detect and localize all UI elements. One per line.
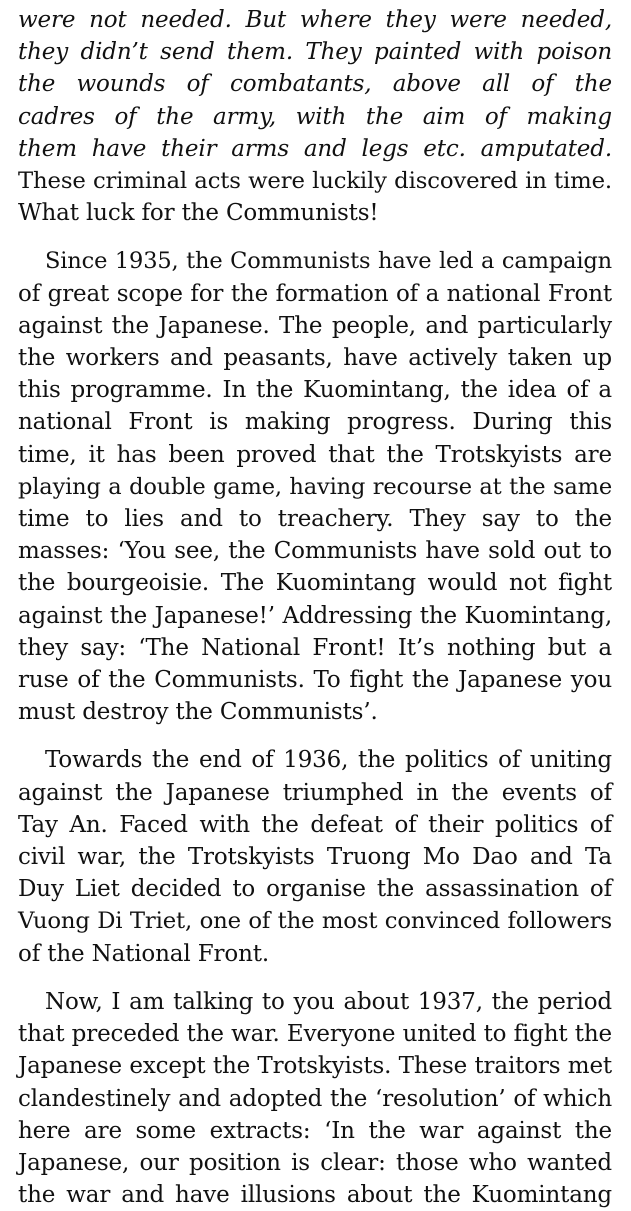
text-line: time, it has been proved that the Trotskyists are — [18, 441, 612, 468]
paragraph-3 — [18, 744, 612, 969]
text-line: the war and have illusions about the Kuomintang — [18, 1182, 612, 1209]
text-line: Japanese except the Trotskyists. These traitors met — [18, 1053, 612, 1080]
text-line: ruse of the Communists. To fight the Japanese you — [18, 667, 612, 694]
text-line: this programme. In the Kuomintang, the idea of a — [18, 377, 612, 404]
text-line: Since 1935, the Communists have led a campaign — [45, 248, 612, 275]
text-line: here are some extracts: ‘In the war against the — [18, 1117, 612, 1144]
text-line: the workers and peasants, have actively taken up — [18, 345, 612, 372]
text-line: that preceded the war. Everyone united to fight the — [18, 1021, 612, 1048]
text-line: civil war, the Trotskyists Truong Mo Dao and Ta — [18, 844, 612, 871]
text-line: masses: ‘You see, the Communists have sold out to — [18, 538, 612, 565]
text-line: Japanese, our position is clear: those who wanted — [18, 1149, 612, 1176]
text-line: against the Japanese!’ Addressing the Kuomintang, — [18, 602, 612, 629]
text-line: them have their arms and legs etc. amputated. — [18, 135, 612, 162]
text-line: must destroy the Communists’. — [18, 699, 378, 726]
paragraph-2 — [18, 245, 612, 728]
text-line: clandestinely and adopted the ‘resolution’ of which — [18, 1085, 612, 1112]
text-line: time to lies and to treachery. They say to the — [18, 506, 612, 533]
text-line: These criminal acts were luckily discovered in time. — [18, 168, 612, 195]
text-line: of great scope for the formation of a national Front — [18, 280, 612, 307]
text-line: against the Japanese triumphed in the events of — [18, 779, 612, 806]
text-line: of the National Front. — [18, 940, 269, 967]
text-line: Towards the end of 1936, the politics of uniting — [45, 747, 612, 774]
text-line: cadres of the army, with the aim of making — [18, 103, 612, 130]
text-line: the bourgeoisie. The Kuomintang would not fight — [18, 570, 612, 597]
text-line: the wounds of combatants, above all of the — [18, 71, 612, 98]
text-line: were not needed. But where they were needed, — [18, 7, 612, 33]
text-line: What luck for the Communists! — [18, 200, 379, 227]
paragraph-4 — [18, 986, 612, 1211]
text-line: Vuong Di Triet, one of the most convinced followers — [18, 908, 612, 935]
text-line: against the Japanese. The people, and particularly — [18, 312, 612, 339]
text-line: Now, I am talking to you about 1937, the period — [45, 988, 612, 1015]
text-line: Duy Liet decided to organise the assassination of — [18, 876, 612, 903]
text-line: national Front is making progress. During this — [18, 409, 612, 436]
text-line: they say: ‘The National Front! It’s nothing but a — [18, 634, 612, 661]
text-line: Tay An. Faced with the defeat of their politics of — [18, 811, 612, 838]
text-line: playing a double game, having recourse at the same — [18, 473, 612, 500]
text-line: they didn’t send them. They painted with poison — [18, 39, 612, 66]
paragraph-1 — [18, 0, 612, 229]
